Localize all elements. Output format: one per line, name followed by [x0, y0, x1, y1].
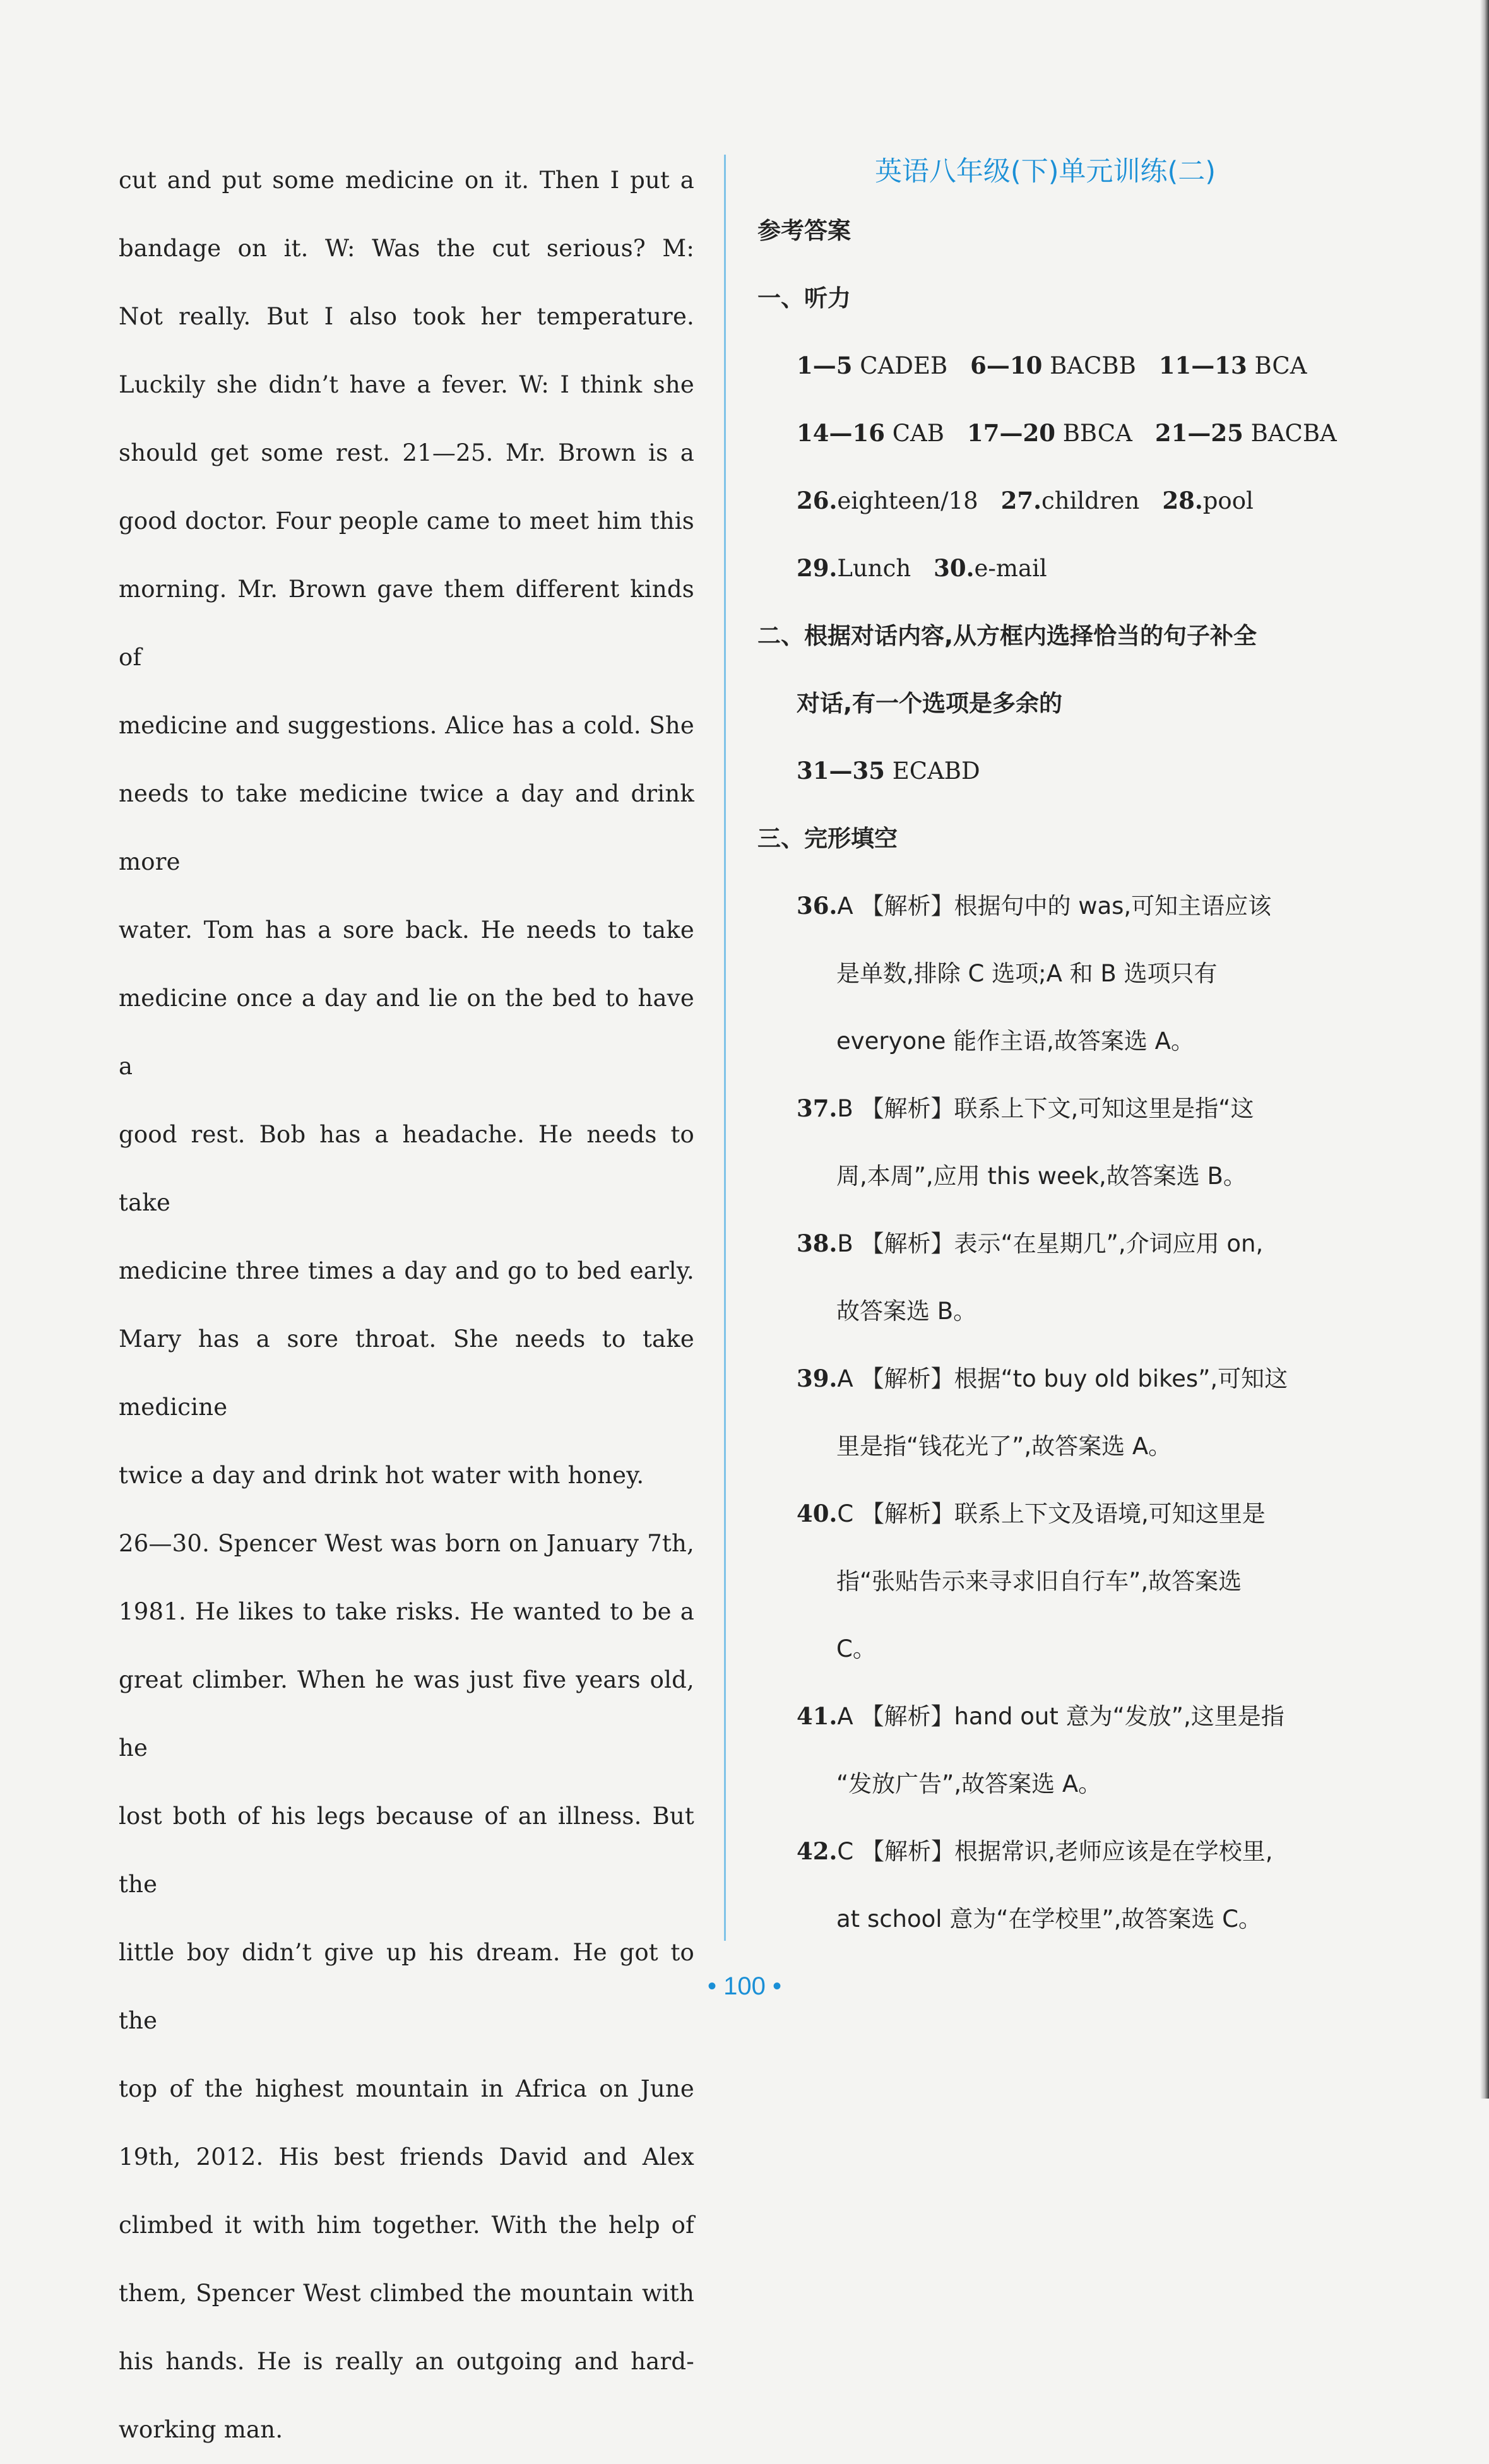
answer-number: 31—35 [797, 757, 885, 785]
text-line: climbed it with him together. With the help of [119, 2212, 694, 2239]
item-number: 36. [797, 892, 838, 920]
item-text: everyone 能作主语,故答案选 A。 [836, 1028, 1194, 1055]
answer-row [757, 467, 1333, 535]
listening-heading: 一、听力 [757, 285, 851, 312]
text-line: great climber. When he was just five years old, he [119, 1666, 694, 1762]
cloze-item-cont [757, 940, 1333, 1007]
text-line: should get some rest. 21—25. Mr. Brown is a [119, 439, 694, 466]
item-number: 38. [797, 1229, 838, 1257]
text-line: top of the highest mountain in Africa on June [119, 2075, 694, 2102]
answer-row [757, 332, 1333, 400]
item-number: 37. [797, 1094, 838, 1122]
answer-value: pool [1202, 487, 1254, 514]
text-line: Not really. But I also took her temperature. [119, 303, 694, 330]
right-column [757, 146, 1337, 1953]
answer-value: BACBB [1050, 352, 1136, 379]
cloze-item-cont [757, 1615, 1333, 1683]
left-column [119, 146, 694, 2464]
text-line: lost both of his legs because of an illness. But the [119, 1803, 694, 1898]
cloze-item [757, 1210, 1333, 1277]
answer-value: CADEB [860, 352, 948, 379]
item-text: 周,本周”,应用 this week,故答案选 B。 [836, 1163, 1247, 1190]
answer-number: 29. [797, 554, 838, 582]
text-line: good doctor. Four people came to meet him this [119, 507, 694, 535]
cloze-item-cont [757, 1142, 1333, 1210]
answer-number: 6—10 [970, 352, 1043, 379]
cloze-item [757, 1345, 1333, 1413]
cloze-item-cont [757, 1885, 1333, 1953]
section-title: 英语八年级(下)单元训练(二) [874, 156, 1216, 187]
text-line: working man. [119, 2416, 283, 2443]
answer-value: ECABD [892, 757, 980, 785]
text-line: little boy didn’t give up his dream. He got to the [119, 1939, 694, 2034]
answer-value: e-mail [974, 555, 1047, 582]
text-line: his hands. He is really an outgoing and hard- [119, 2348, 694, 2375]
dialogue-heading-cont: 对话,有一个选项是多余的 [797, 690, 1063, 717]
item-text: C 【解析】根据常识,老师应该是在学校里, [837, 1838, 1273, 1865]
item-text: A 【解析】根据“to buy old bikes”,可知这 [837, 1365, 1288, 1392]
item-text: B 【解析】联系上下文,可知这里是指“这 [837, 1095, 1254, 1122]
answer-number: 11—13 [1158, 352, 1247, 379]
cloze-item [757, 872, 1333, 940]
text-line: 26—30. Spencer West was born on January 7th, [119, 1530, 694, 1557]
text-line: medicine once a day and lie on the bed to have a [119, 985, 694, 1080]
text-line: good rest. Bob has a headache. He needs to take [119, 1121, 694, 1216]
answer-number: 21—25 [1154, 419, 1243, 447]
text-line: needs to take medicine twice a day and drink more [119, 780, 694, 875]
dialogue-heading: 二、根据对话内容,从方框内选择恰当的句子补全 [757, 622, 1257, 649]
cloze-item [757, 1480, 1333, 1548]
dialogue-answers [757, 737, 1333, 805]
item-text: A 【解析】根据句中的 was,可知主语应该 [837, 892, 1272, 920]
item-text: 里是指“钱花光了”,故答案选 A。 [836, 1433, 1172, 1460]
answer-value: Lunch [837, 555, 911, 582]
item-number: 42. [797, 1837, 838, 1865]
page-number: • 100 • [708, 1972, 781, 2000]
item-text: at school 意为“在学校里”,故答案选 C。 [836, 1905, 1262, 1933]
cloze-answers [757, 872, 1333, 1953]
item-number: 40. [797, 1500, 838, 1527]
text-line: morning. Mr. Brown gave them different kinds of [119, 576, 694, 671]
item-text: A 【解析】hand out 意为“发放”,这里是指 [837, 1703, 1284, 1730]
answer-number: 14—16 [797, 419, 885, 447]
cloze-item-cont [757, 1007, 1333, 1075]
answer-number: 28. [1162, 487, 1203, 514]
cloze-item-cont [757, 1277, 1333, 1345]
text-line: water. Tom has a sore back. He needs to take [119, 916, 694, 944]
listening-answers [757, 332, 1337, 602]
page-edge-shadow [1480, 0, 1489, 2099]
answer-number: 27. [1000, 487, 1042, 514]
answer-value: CAB [892, 420, 944, 447]
answer-value: children [1041, 487, 1140, 514]
cloze-item [757, 1683, 1333, 1750]
answers-heading: 参考答案 [757, 217, 851, 244]
cloze-item-cont [757, 1548, 1333, 1615]
item-text: B 【解析】表示“在星期几”,介词应用 on, [837, 1230, 1264, 1257]
text-line: 1981. He likes to take risks. He wanted to be a [119, 1598, 694, 1625]
item-text: C。 [836, 1635, 876, 1662]
text-line: 19th, 2012. His best friends David and Alex [119, 2143, 694, 2171]
text-line: bandage on it. W: Was the cut serious? M: [119, 235, 694, 262]
answer-row [757, 400, 1337, 467]
cloze-item [757, 1075, 1333, 1142]
answer-value: BCA [1254, 352, 1307, 379]
text-line: twice a day and drink hot water with honey. [119, 1462, 644, 1489]
item-text: 故答案选 B。 [836, 1298, 977, 1325]
cloze-heading: 三、完形填空 [757, 825, 898, 852]
cloze-item-cont [757, 1413, 1333, 1480]
answer-number: 1—5 [797, 352, 853, 379]
item-number: 41. [797, 1702, 838, 1730]
item-text: C 【解析】联系上下文及语境,可知这里是 [837, 1500, 1266, 1527]
column-divider [724, 155, 726, 1941]
cloze-item [757, 1818, 1333, 1885]
answer-row [757, 535, 1333, 602]
answer-number: 26. [797, 487, 838, 514]
item-text: “发放广告”,故答案选 A。 [836, 1770, 1102, 1798]
answer-number: 30. [934, 554, 975, 582]
item-number: 39. [797, 1365, 838, 1392]
text-line: medicine and suggestions. Alice has a cold. She [119, 712, 694, 739]
item-text: 指“张贴告示来寻求旧自行车”,故答案选 [836, 1568, 1242, 1595]
text-line: them, Spencer West climbed the mountain with [119, 2280, 694, 2307]
answer-value: BACBA [1250, 420, 1337, 447]
text-line: Mary has a sore throat. She needs to take medicine [119, 1325, 694, 1421]
item-text: 是单数,排除 C 选项;A 和 B 选项只有 [836, 960, 1218, 987]
text-line: Luckily she didn’t have a fever. W: I think she [119, 371, 694, 398]
answer-value: BBCA [1062, 420, 1132, 447]
text-line: medicine three times a day and go to bed early. [119, 1257, 694, 1284]
cloze-item-cont [757, 1750, 1333, 1818]
text-line: cut and put some medicine on it. Then I put a [119, 167, 694, 194]
answer-value: eighteen/18 [837, 487, 978, 514]
answer-number: 17—20 [966, 419, 1055, 447]
